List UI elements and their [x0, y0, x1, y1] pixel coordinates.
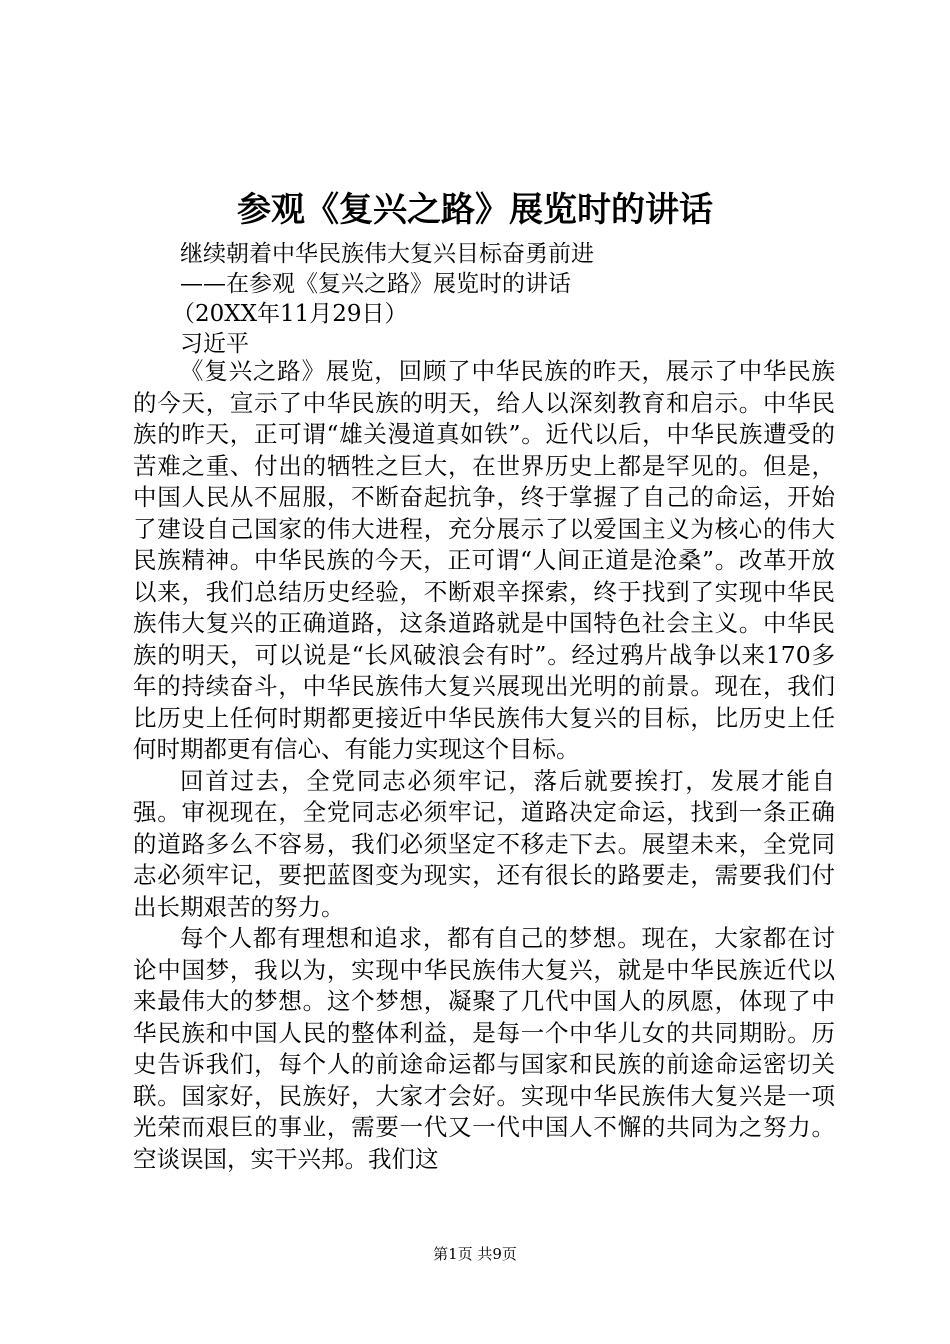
body-paragraph: 回首过去，全党同志必须牢记，落后就要挨打，发展才能自强。审视现在，全党同志必须牢记，道路决定命运，找到一条正确的道路多么不容易，我们必须坚定不移走下去。展望未来，全党同志必须牢记，要把蓝图变为现实，还有很长的路要走，需要我们付出长期艰苦的努力。: [133, 766, 835, 921]
document-title: 参观《复兴之路》展览时的讲话: [237, 190, 713, 230]
body-paragraph: 《复兴之路》展览，回顾了中华民族的昨天，展示了中华民族的今天，宣示了中华民族的明天，给人以深刻教育和启示。中华民族的昨天，正可谓“雄关漫道真如铁”。近代以后，中华民族遭受的苦难之重、付出的牺牲之巨大，在世界历史上都是罕见的。但是，中国人民从不屈服，不断奋起抗争，终于掌握了自己的命运，开始了建设自己国家的伟大进程，充分展示了以爱国主义为核心的伟大民族精神。中华民族的今天，正可谓“人间正道是沧桑”。改革开放以来，我们总结历史经验，不断艰辛探索，终于找到了实现中华民族伟大复兴的正确道路，这条道路就是中国特色社会主义。中华民族的明天，可以说是“长风破浪会有时”。经过鸦片战争以来170多年的持续奋斗，中华民族伟大复兴展现出光明的前景。现在，我们比历史上任何时期都更接近中华民族伟大复兴的目标，比历史上任何时期都更有信心、有能力实现这个目标。: [133, 357, 835, 763]
subtitle-occasion: ——在参观《复兴之路》展览时的讲话: [180, 271, 571, 297]
subtitle: 继续朝着中华民族伟大复兴目标奋勇前进: [180, 241, 594, 267]
body-paragraph: 每个人都有理想和追求，都有自己的梦想。现在，大家都在讨论中国梦，我以为，实现中华民族伟大复兴，就是中华民族近代以来最伟大的梦想。这个梦想，凝聚了几代中国人的夙愿，体现了中华民族和中国人民的整体利益，是每一个中华儿女的共同期盼。历史告诉我们，每个人的前途命运都与国家和民族的前途命运密切关联。国家好，民族好，大家才会好。实现中华民族伟大复兴是一项光荣而艰巨的事业，需要一代又一代中国人不懈的共同为之努力。空谈误国，实干兴邦。我们这: [133, 924, 835, 1173]
speaker-name: 习近平: [180, 331, 249, 357]
document-body: [133, 356, 835, 1175]
page-footer: 第1页 共9页: [433, 1245, 517, 1263]
speech-date: （20XX年11月29日）: [172, 301, 408, 327]
